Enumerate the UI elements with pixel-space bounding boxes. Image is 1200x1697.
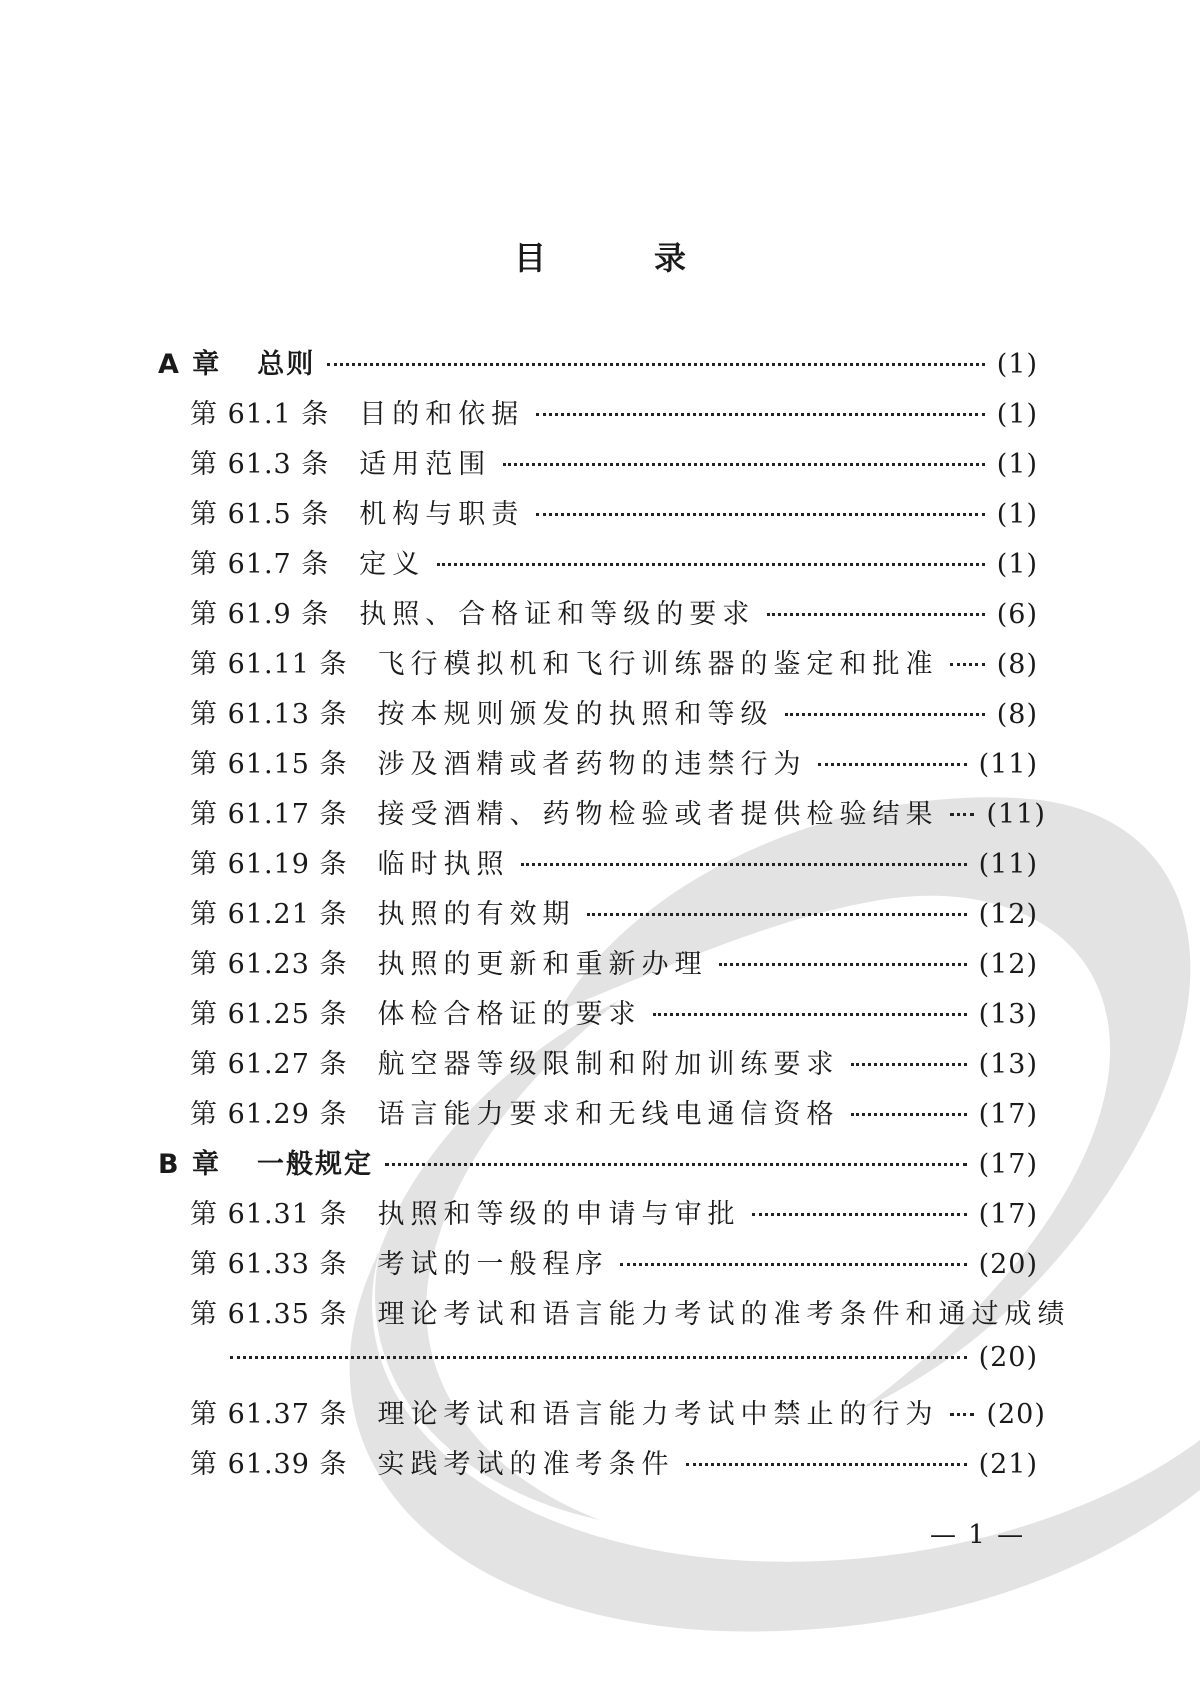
toc-entry-label: 第 61.23 条 bbox=[190, 949, 348, 980]
toc-entry-page: (1) bbox=[996, 349, 1038, 380]
toc-entry-label: 第 61.27 条 bbox=[190, 1049, 348, 1080]
toc-entry-page: (17) bbox=[978, 1099, 1038, 1130]
toc-entry[interactable] bbox=[190, 542, 1038, 586]
toc-entry[interactable] bbox=[190, 1192, 1038, 1236]
toc-entry-page: (21) bbox=[978, 1449, 1038, 1480]
toc-entry-label: B 章 bbox=[158, 1149, 221, 1180]
toc-entry-label: 第 61.17 条 bbox=[190, 799, 348, 830]
dot-leader bbox=[230, 1356, 967, 1359]
toc-entry-label: 第 61.19 条 bbox=[190, 849, 348, 880]
dot-leader bbox=[620, 1263, 966, 1266]
toc-entry[interactable] bbox=[190, 1042, 1038, 1086]
toc-entry-page: (13) bbox=[978, 999, 1038, 1030]
toc-entry-label: A 章 bbox=[158, 349, 222, 380]
dot-leader bbox=[851, 1063, 966, 1066]
toc-entry-page: (12) bbox=[978, 899, 1038, 930]
dot-leader bbox=[851, 1113, 966, 1116]
toc-entry-page: (17) bbox=[978, 1149, 1038, 1180]
toc-entry-title: 实践考试的准考条件 bbox=[377, 1449, 675, 1480]
toc-entry-label: 第 61.35 条 bbox=[190, 1299, 348, 1330]
toc-entry-label: 第 61.11 条 bbox=[190, 649, 348, 680]
toc-entry[interactable] bbox=[190, 692, 1038, 736]
dot-leader bbox=[767, 613, 984, 616]
toc-entry-title: 理论考试和语言能力考试的准考条件和通过成绩 bbox=[377, 1299, 1071, 1330]
toc-entry-page: (11) bbox=[978, 849, 1038, 880]
toc-entry-page: (1) bbox=[996, 549, 1038, 580]
toc-entry-page: (6) bbox=[996, 599, 1038, 630]
toc-entry-title: 一般规定 bbox=[256, 1149, 373, 1180]
toc-entry[interactable] bbox=[190, 642, 1038, 686]
toc-entry[interactable] bbox=[190, 1392, 1046, 1436]
toc-entry[interactable] bbox=[190, 792, 1046, 836]
toc-entry-title: 体检合格证的要求 bbox=[377, 999, 642, 1030]
toc-entry-title: 机构与职责 bbox=[359, 499, 525, 530]
toc-entry-label: 第 61.39 条 bbox=[190, 1449, 348, 1480]
toc-entry-title: 执照的更新和重新办理 bbox=[377, 949, 708, 980]
page-title: 目 录 bbox=[513, 239, 724, 277]
toc-entry-page: (8) bbox=[996, 649, 1038, 680]
toc-entry[interactable] bbox=[190, 1092, 1038, 1136]
toc-entry-page: (1) bbox=[996, 399, 1038, 430]
dot-leader bbox=[521, 863, 966, 866]
toc-entry-page: (20) bbox=[978, 1249, 1038, 1280]
toc-entry-title: 理论考试和语言能力考试中禁止的行为 bbox=[377, 1399, 939, 1430]
toc-entry[interactable] bbox=[190, 742, 1038, 786]
dot-leader bbox=[785, 713, 984, 716]
toc-entry-label: 第 61.21 条 bbox=[190, 899, 348, 930]
dot-leader bbox=[950, 663, 984, 666]
toc-entry-label: 第 61.33 条 bbox=[190, 1249, 348, 1280]
dot-leader bbox=[327, 363, 984, 366]
dot-leader bbox=[950, 1413, 974, 1416]
toc-entry-title: 涉及酒精或者药物的违禁行为 bbox=[377, 749, 807, 780]
dot-leader bbox=[536, 413, 984, 416]
toc-entry-title: 总则 bbox=[257, 349, 316, 380]
toc-entry-page: (20) bbox=[978, 1342, 1038, 1373]
dot-leader bbox=[818, 763, 966, 766]
dot-leader bbox=[437, 563, 984, 566]
dot-leader bbox=[503, 463, 984, 466]
toc-entry-label: 第 61.9 条 bbox=[190, 599, 330, 630]
toc-entry-page: (11) bbox=[986, 799, 1046, 830]
toc-entry-title: 执照、合格证和等级的要求 bbox=[359, 599, 756, 630]
dot-leader bbox=[752, 1213, 966, 1216]
toc-entry[interactable] bbox=[190, 1242, 1038, 1286]
toc-entry-page: (12) bbox=[978, 949, 1038, 980]
toc-entry-title: 飞行模拟机和飞行训练器的鉴定和批准 bbox=[377, 649, 939, 680]
toc-entry-label: 第 61.37 条 bbox=[190, 1399, 348, 1430]
toc-entry-label: 第 61.13 条 bbox=[190, 699, 348, 730]
toc-chapter-a[interactable] bbox=[158, 342, 1038, 386]
toc-entry-page: (13) bbox=[978, 1049, 1038, 1080]
toc-entry-title: 航空器等级限制和附加训练要求 bbox=[377, 1049, 840, 1080]
toc-entry[interactable] bbox=[190, 942, 1038, 986]
dot-leader bbox=[950, 813, 974, 816]
toc-entry[interactable] bbox=[190, 392, 1038, 436]
toc-entry-label: 第 61.31 条 bbox=[190, 1199, 348, 1230]
toc-entry-label: 第 61.7 条 bbox=[190, 549, 330, 580]
toc-entry-label: 第 61.15 条 bbox=[190, 749, 348, 780]
toc-entry-page: (1) bbox=[996, 449, 1038, 480]
toc-entry-continuation[interactable] bbox=[230, 1342, 1038, 1386]
toc-entry-page: (20) bbox=[986, 1399, 1046, 1430]
dot-leader bbox=[587, 913, 966, 916]
toc-entry-page: (1) bbox=[996, 499, 1038, 530]
toc-entry-label: 第 61.5 条 bbox=[190, 499, 330, 530]
toc-entry[interactable] bbox=[190, 842, 1038, 886]
toc-entry-page: (11) bbox=[978, 749, 1038, 780]
toc-entry-title: 接受酒精、药物检验或者提供检验结果 bbox=[377, 799, 939, 830]
toc-entry[interactable] bbox=[190, 442, 1038, 486]
toc-entry-title: 考试的一般程序 bbox=[377, 1249, 609, 1280]
dot-leader bbox=[686, 1463, 966, 1466]
toc-entry-wrapped[interactable] bbox=[190, 1292, 1071, 1336]
dot-leader bbox=[719, 963, 966, 966]
toc-entry[interactable] bbox=[190, 492, 1038, 536]
dot-leader bbox=[536, 513, 984, 516]
page-number: — 1 — bbox=[930, 1520, 1026, 1550]
toc-entry-title: 执照的有效期 bbox=[377, 899, 576, 930]
toc-entry-label: 第 61.3 条 bbox=[190, 449, 330, 480]
toc-entry-title: 定义 bbox=[359, 549, 426, 580]
toc-entry-page: (17) bbox=[978, 1199, 1038, 1230]
toc-entry-title: 目的和依据 bbox=[359, 399, 525, 430]
toc-entry-page: (8) bbox=[996, 699, 1038, 730]
toc-entry[interactable] bbox=[190, 992, 1038, 1036]
dot-leader bbox=[385, 1163, 967, 1166]
toc-entry-title: 临时执照 bbox=[377, 849, 510, 880]
toc-entry[interactable] bbox=[190, 892, 1038, 936]
toc-chapter-b[interactable] bbox=[158, 1142, 1038, 1186]
toc-entry-title: 语言能力要求和无线电通信资格 bbox=[377, 1099, 840, 1130]
dot-leader bbox=[653, 1013, 966, 1016]
toc-entry-title: 适用范围 bbox=[359, 449, 492, 480]
toc-entry-title: 执照和等级的申请与审批 bbox=[377, 1199, 741, 1230]
toc-entry-label: 第 61.25 条 bbox=[190, 999, 348, 1030]
toc-entry[interactable] bbox=[190, 1442, 1038, 1486]
toc-entry-label: 第 61.1 条 bbox=[190, 399, 330, 430]
toc-entry-label: 第 61.29 条 bbox=[190, 1099, 348, 1130]
toc-entry-title: 按本规则颁发的执照和等级 bbox=[377, 699, 774, 730]
toc-entry[interactable] bbox=[190, 592, 1038, 636]
